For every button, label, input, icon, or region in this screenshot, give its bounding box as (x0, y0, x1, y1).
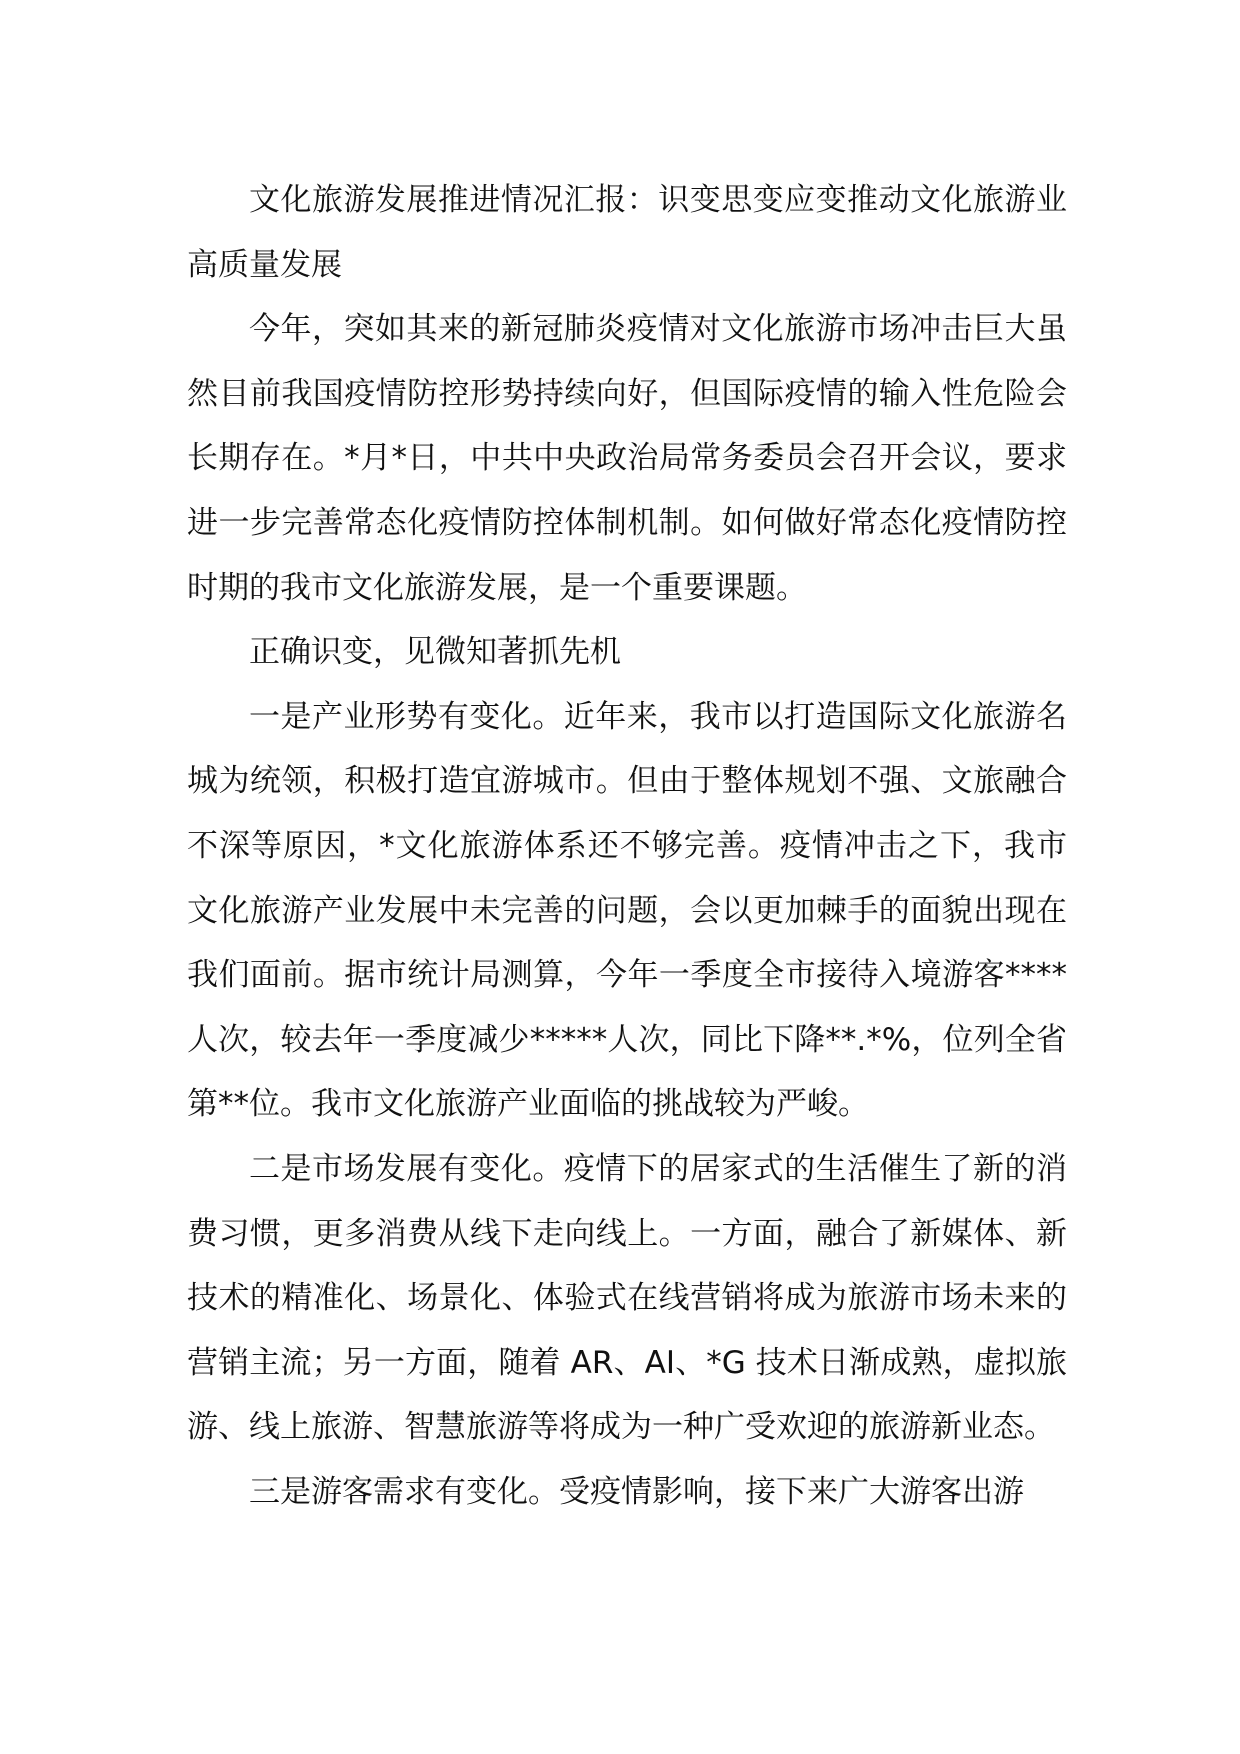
document-body (187, 168, 1067, 1524)
paragraph-visitor-change: 三是游客需求有变化。受疫情影响，接下来广大游客出游 (249, 1473, 1024, 1510)
paragraph-intro: 今年，突如其来的新冠肺炎疫情对文化旅游市场冲击巨大虽然目前我国疫情防控形势持续向好，但国际疫情的输入性危险会长期存在。*月*日，中共中央政治局常务委员会召开会议，要求进一步完善常态化疫情防控体制机制。如何做好常态化疫情防控时期的我市文化旅游发展，是一个重要课题。 (187, 311, 1067, 606)
section-heading: 正确识变，见微知著抓先机 (249, 634, 621, 671)
paragraph-market-change: 二是市场发展有变化。疫情下的居家式的生活催生了新的消费习惯，更多消费从线下走向线上。一方面，融合了新媒体、新技术的精准化、场景化、体验式在线营销将成为旅游市场未来的营销主流；另一方面，随着 AR、AI、*G 技术日渐成熟，虚拟旅游、线上旅游、智慧旅游等将成为一种广受欢迎的旅游新业态。 (187, 1150, 1067, 1446)
document-title: 文化旅游发展推进情况汇报：识变思变应变推动文化旅游业高质量发展 (187, 182, 1067, 283)
paragraph-industry-change: 一是产业形势有变化。近年来，我市以打造国际文化旅游名城为统领，积极打造宜游城市。但由于整体规划不强、文旅融合不深等原因，*文化旅游体系还不够完善。疫情冲击之下，我市文化旅游产业发展中未完善的问题，会以更加棘手的面貌出现在我们面前。据市统计局测算，今年一季度全市接待入境游客****人次，较去年一季度减少*****人次，同比下降**.*%，位列全省第**位。我市文化旅游产业面临的挑战较为严峻。 (187, 698, 1067, 1123)
